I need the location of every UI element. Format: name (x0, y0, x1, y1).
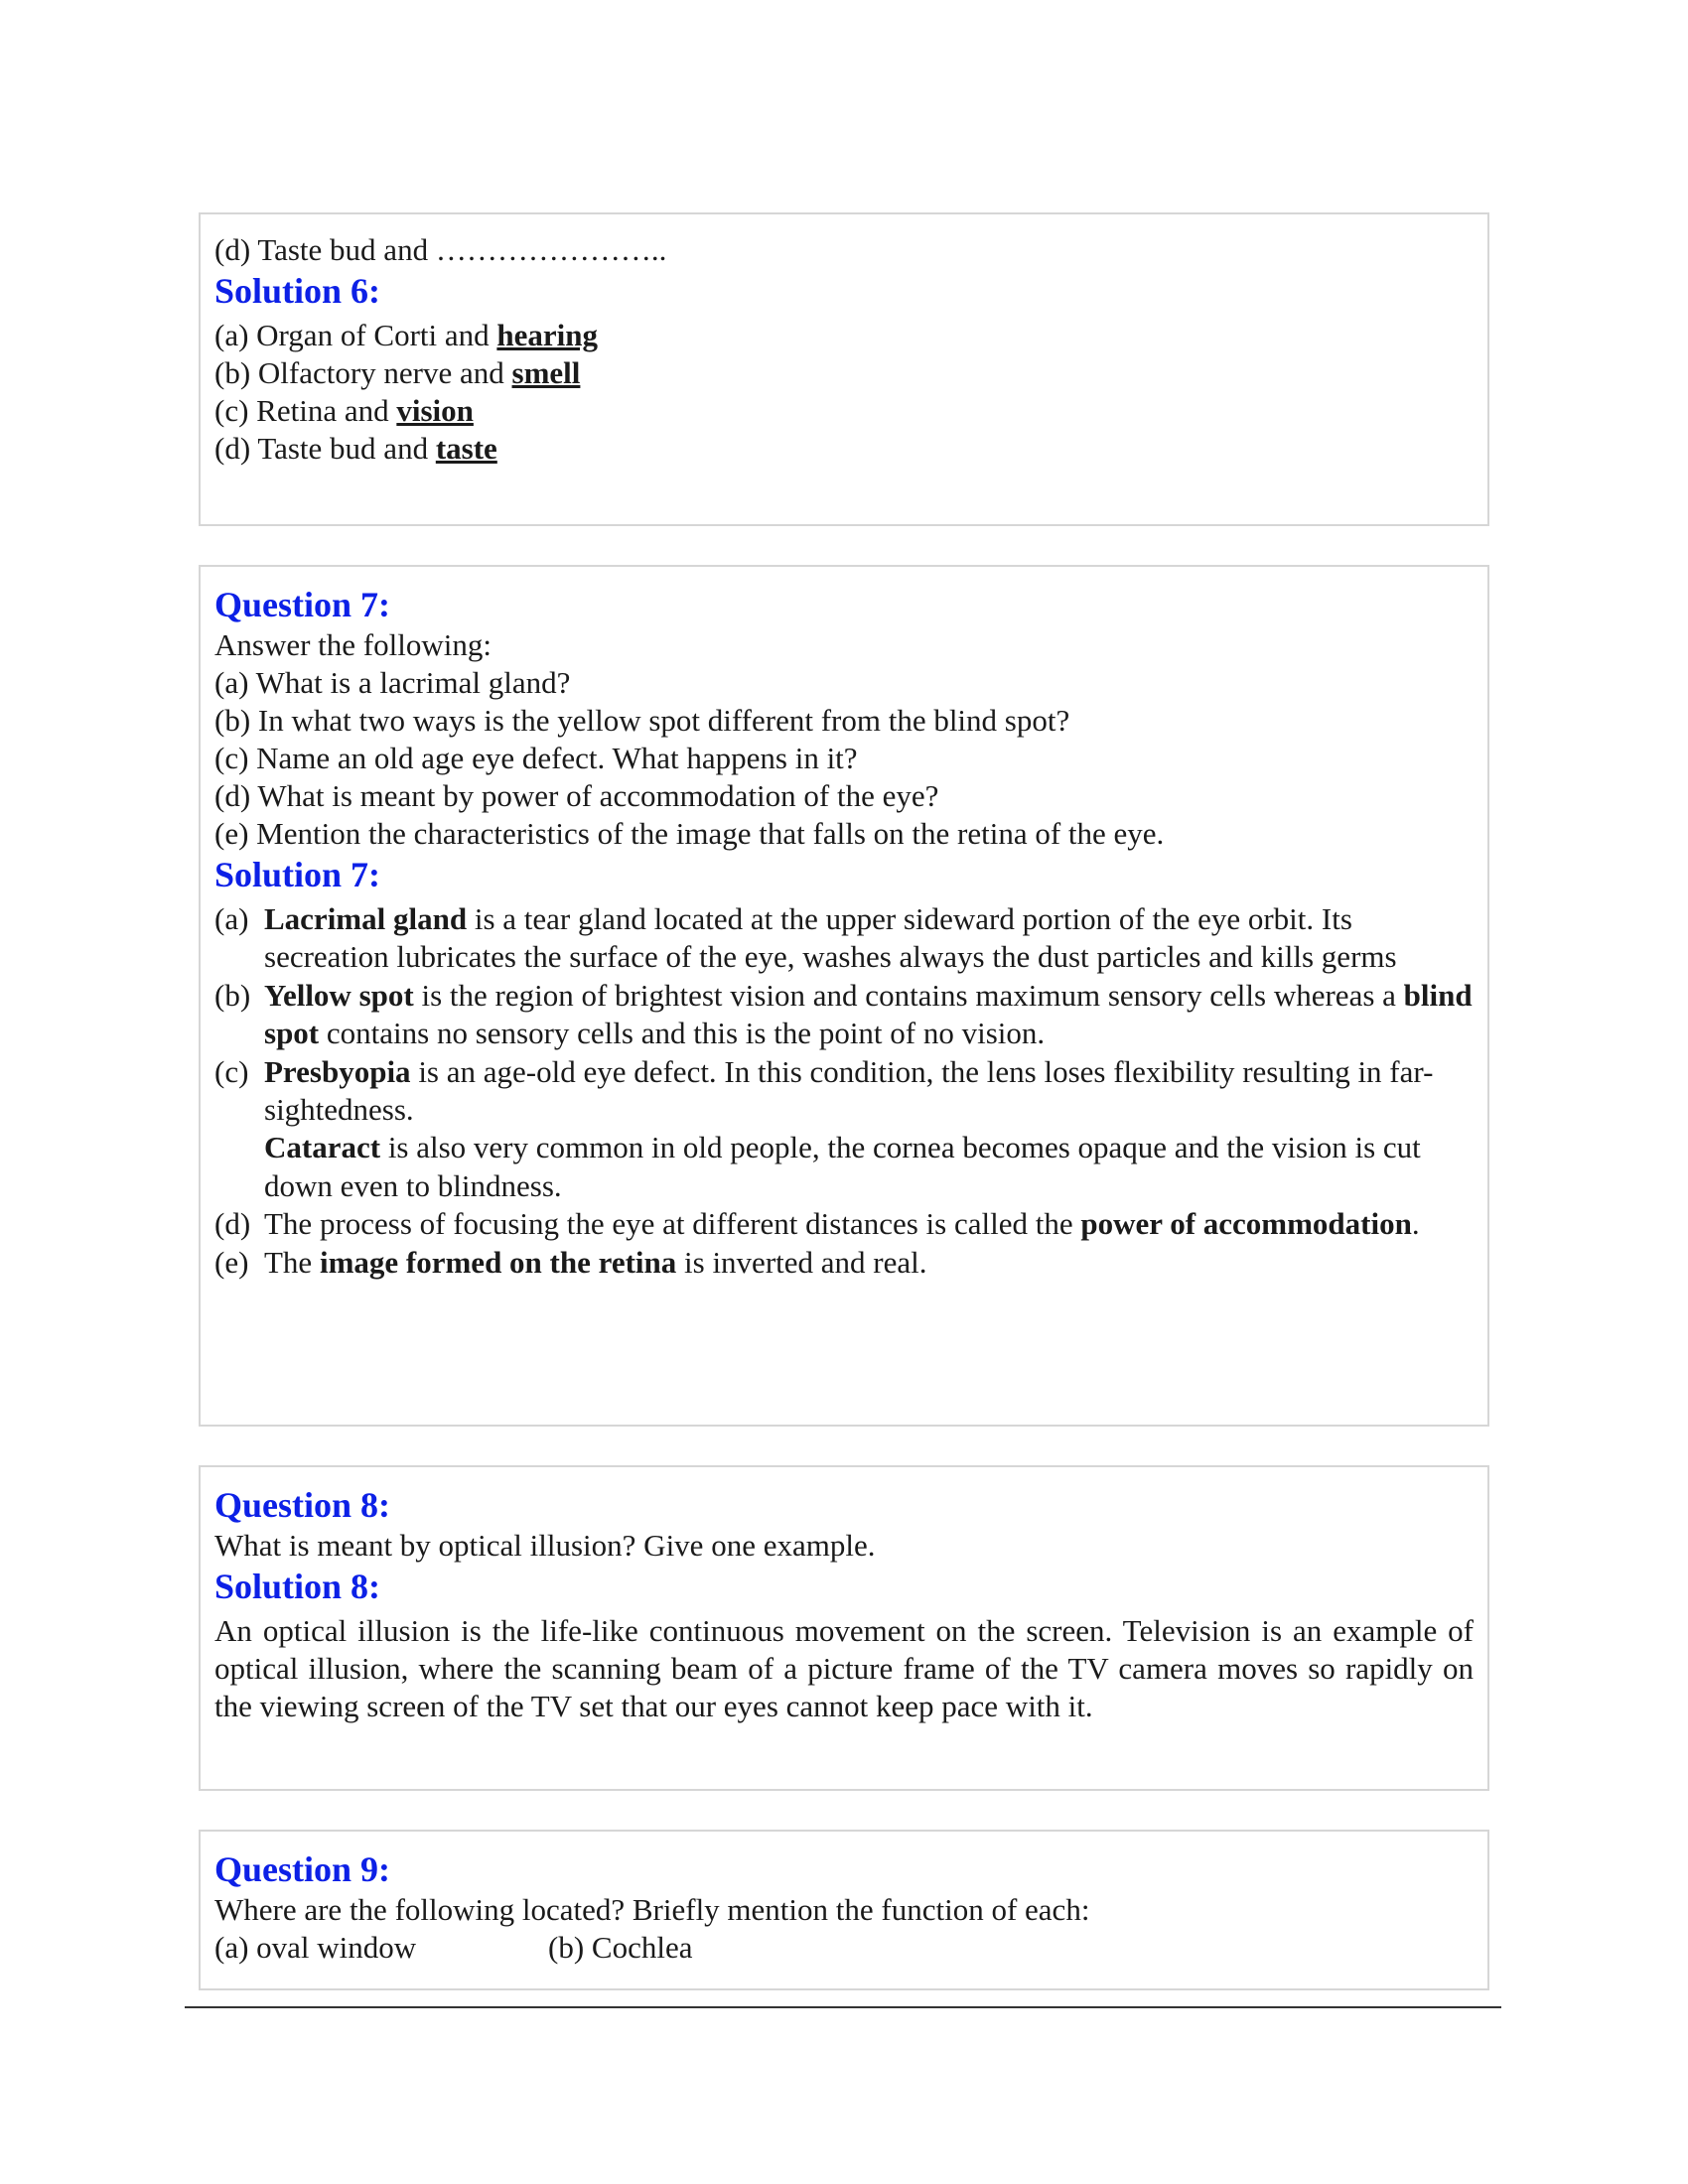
solution-6-line-d: (d) Taste bud and taste (214, 431, 497, 466)
solution-7-list (214, 900, 1474, 1282)
solution-6-box (199, 212, 1489, 526)
question-7-line: (b) In what two ways is the yellow spot different from the blind spot? (214, 703, 1070, 738)
question-9-options (214, 1929, 1474, 1967)
question-9-heading: Question 9: (214, 1849, 391, 1889)
solution-6-line-a: (a) Organ of Corti and hearing (214, 318, 598, 352)
option-a: (a) oval window (214, 1930, 417, 1965)
question-7-body (214, 626, 1474, 853)
solution-7-heading: Solution 7: (214, 855, 381, 894)
solution-7-item-e: (e) The image formed on the retina is inverted and real. (214, 1244, 927, 1280)
question-7-line: (e) Mention the characteristics of the image that falls on the retina of the eye. (214, 816, 1165, 851)
solution-7-item-c-continued: Cataract is also very common in old people, the cornea becomes opaque and the vision is cut down even to blindness. (264, 1130, 1421, 1203)
solution-7-item-c: (c) Presbyopia is an age-old eye defect. In this condition, the lens loses flexibility resulting in far-sightedness. (214, 1053, 1434, 1128)
solution-8-text: An optical illusion is the life-like continuous movement on the screen. Television is an example of optical illusion, where the scanning beam of a picture frame of the TV camera moves so rapidly on the viewing screen of the TV set that our eyes cannot keep pace with it. (214, 1613, 1474, 1723)
solution-6-heading: Solution 6: (214, 271, 381, 311)
solution-8-heading: Solution 8: (214, 1567, 381, 1606)
question-9-text: Where are the following located? Briefly mention the function of each: (214, 1892, 1090, 1927)
question-7-line: (a) What is a lacrimal gland? (214, 665, 571, 700)
solution-7-item-b: (b) Yellow spot is the region of brightest vision and contains maximum sensory cells whereas a blind spot contains no sensory cells and this is the point of no vision. (214, 977, 1473, 1051)
question-7-box (199, 565, 1489, 1427)
question-7-line: (d) What is meant by power of accommodation of the eye? (214, 778, 939, 813)
question-7-line: (c) Name an old age eye defect. What happens in it? (214, 741, 858, 775)
option-b: (b) Cochlea (548, 1930, 693, 1965)
question-7-line: Answer the following: (214, 627, 492, 662)
question-8-heading: Question 8: (214, 1485, 391, 1525)
solution-6-list (214, 317, 1474, 468)
question-6-tail: (d) Taste bud and ………………….. (214, 232, 667, 267)
question-9-box (199, 1830, 1489, 1990)
solution-6-line-b: (b) Olfactory nerve and smell (214, 355, 581, 390)
solution-7-item-a: (a) Lacrimal gland is a tear gland located at the upper sideward portion of the eye orbit. Its secreation lubricates the surface of the eye, washes always the dust particles and kills germs (214, 901, 1397, 975)
solution-6-line-c: (c) Retina and vision (214, 393, 474, 428)
question-8-text: What is meant by optical illusion? Give one example. (214, 1528, 876, 1563)
question-7-heading: Question 7: (214, 585, 391, 624)
solution-7-item-d: (d) The process of focusing the eye at different distances is called the power of accommodation. (214, 1206, 1420, 1242)
footer-rule (185, 2006, 1501, 2008)
question-8-box (199, 1465, 1489, 1791)
